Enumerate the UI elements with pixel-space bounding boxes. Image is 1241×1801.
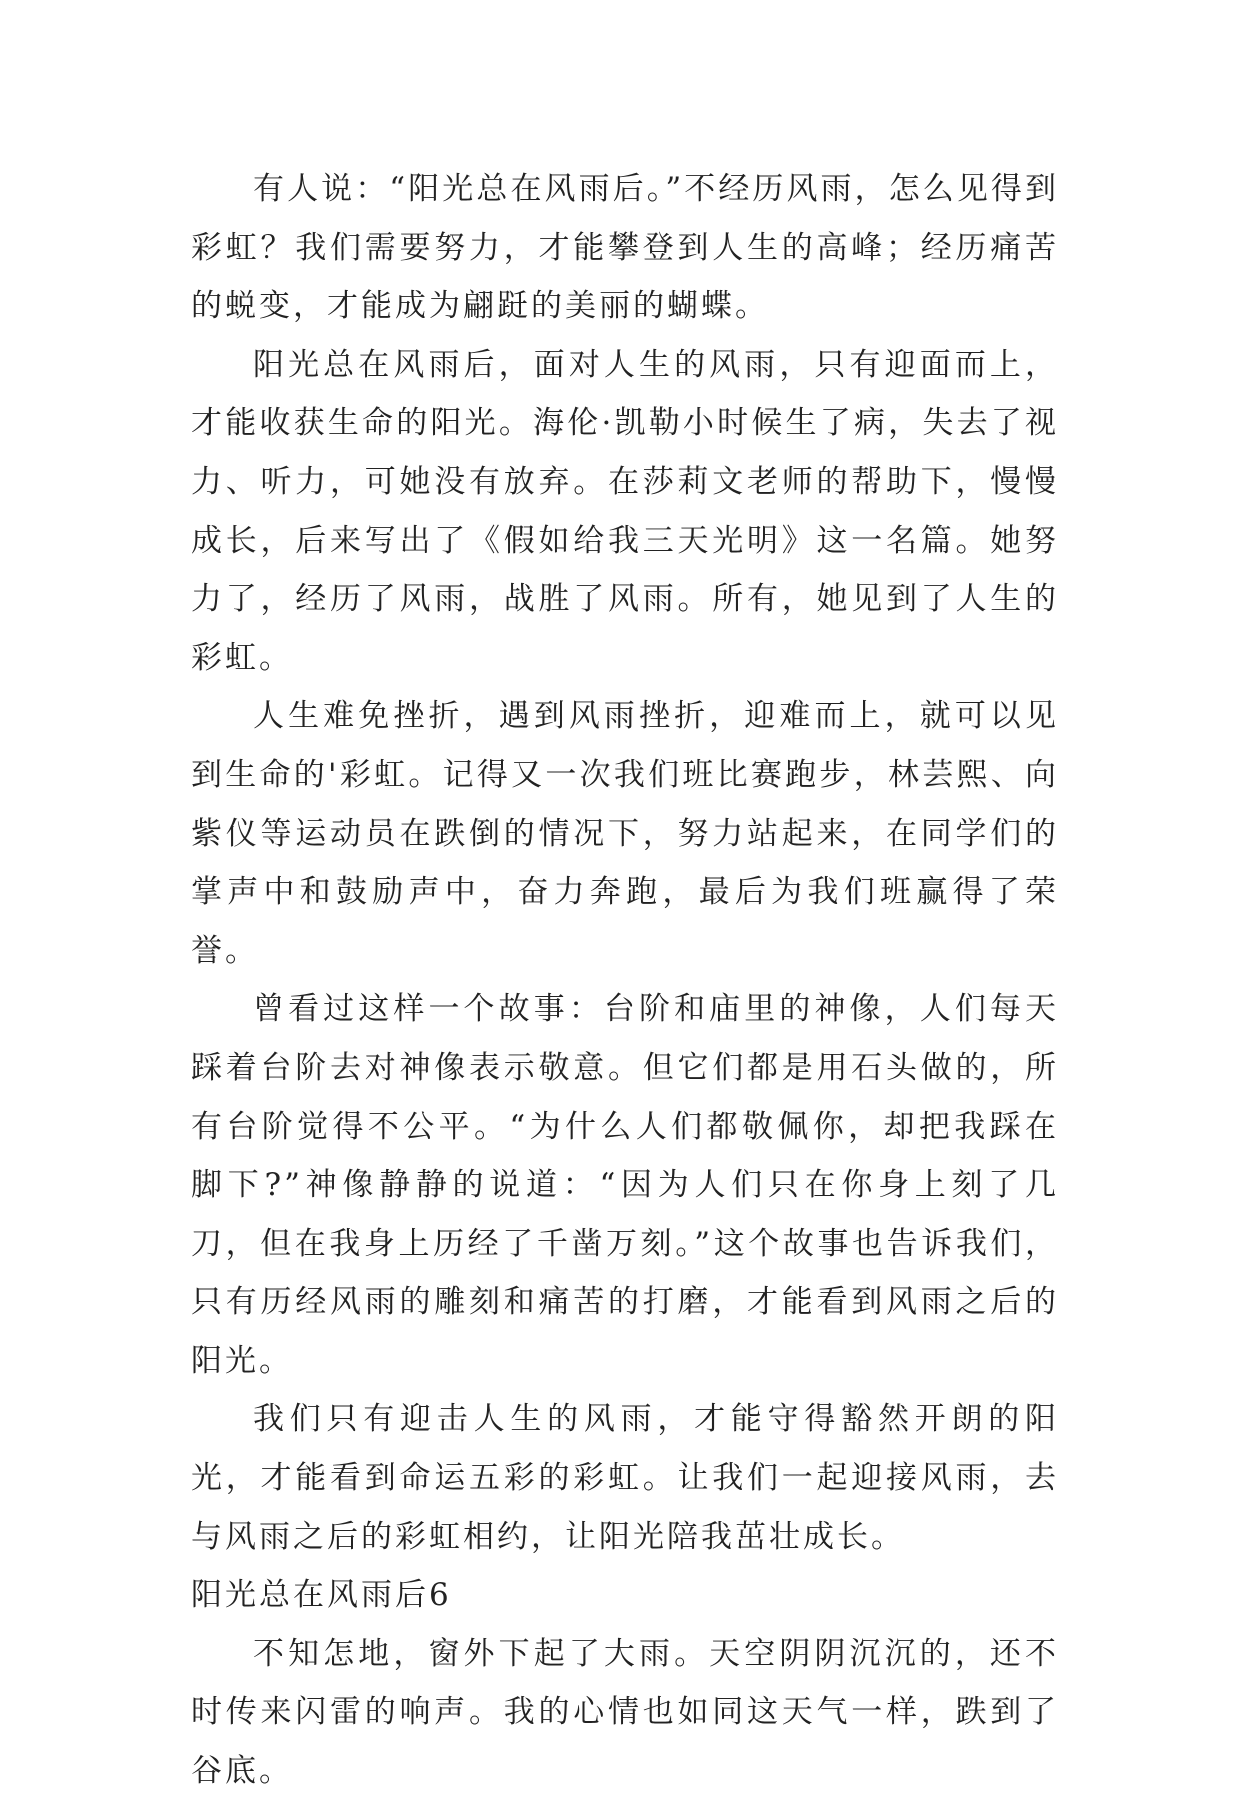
paragraph: 人生难免挫折，遇到风雨挫折，迎难而上，就可以见到生命的'彩虹。记得又一次我们班比赛跑步，林芸熙、向紫仪等运动员在跌倒的情况下，努力站起来，在同学们的掌声中和鼓励声中，奋力奔跑，最后为我们班赢得了荣誉。 [191,698,1059,969]
paragraph: 不知怎地，窗外下起了大雨。天空阴阴沉沉的，还不时传来闪雷的响声。我的心情也如同这天气一样，跌到了谷底。 [191,1635,1059,1790]
paragraph: 阳光总在风雨后，面对人生的风雨，只有迎面而上，才能收获生命的阳光。海伦·凯勒小时候生了病，失去了视力、听力，可她没有放弃。在莎莉文老师的帮助下，慢慢成长，后来写出了《假如给我三天光明》这一名篇。她努力了，经历了风雨，战胜了风雨。所有，她见到了人生的彩虹。 [191,346,1059,676]
paragraph: 曾看过这样一个故事：台阶和庙里的神像，人们每天踩着台阶去对神像表示敬意。但它们都是用石头做的，所有台阶觉得不公平。“为什么人们都敬佩你，却把我踩在脚下?”神像静静的说道：“因为人们只在你身上刻了几刀，但在我身上历经了千凿万刻。”这个故事也告诉我们，只有历经风雨的雕刻和痛苦的打磨，才能看到风雨之后的阳光。 [191,991,1059,1379]
document-body [191,160,1059,1801]
paragraph: 我们只有迎击人生的风雨，才能守得豁然开朗的阳光，才能看到命运五彩的彩虹。让我们一起迎接风雨，去与风雨之后的彩虹相约，让阳光陪我茁壮成长。 [191,1401,1059,1555]
paragraph: 有人说：“阳光总在风雨后。”不经历风雨，怎么见得到彩虹？我们需要努力，才能攀登到人生的高峰；经历痛苦的蜕变，才能成为翩跹的美丽的蝴蝶。 [191,171,1059,325]
section-heading: 阳光总在风雨后6 [191,1577,452,1614]
